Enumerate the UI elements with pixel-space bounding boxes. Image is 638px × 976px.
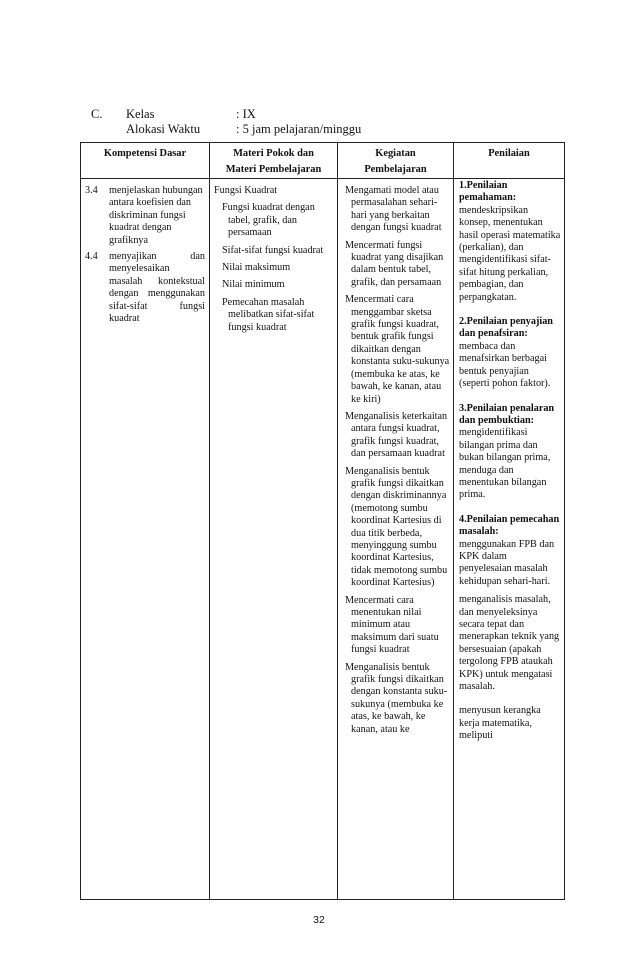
kd-text: menyajikan dan menyelesaikan masalah kontekstual dengan menggunakan sifat-sifat fungsi kuadrat bbox=[109, 251, 205, 325]
penilaian-text: membaca dan menafsirkan berbagai bentuk penyajian (seperti pohon faktor). bbox=[459, 340, 551, 390]
materi-item: Fungsi kuadrat dengan tabel, grafik, dan persamaan bbox=[222, 202, 315, 239]
kegiatan-cell bbox=[338, 179, 454, 900]
penilaian-item bbox=[459, 594, 561, 693]
penilaian-item bbox=[459, 403, 561, 502]
kelas-value: : IX bbox=[236, 107, 256, 121]
penilaian-text: menggunakan FPB dan KPK dalam penyelesaian masalah kehidupan sehari-hari. bbox=[459, 538, 555, 587]
penilaian-item bbox=[459, 180, 561, 304]
penilaian-text: mengidentifikasi bilangan prima dan bukan bilangan prima, menduga dan menentukan bilangan prima. bbox=[459, 427, 551, 501]
syllabus-table bbox=[80, 142, 565, 900]
kegiatan-item: Menganalisis bentuk grafik fungsi dikaitkan dengan diskriminannya (memotong sumbu koordinat Kartesius di dua titik berbeda, menyinggung sumbu koordinat Kartesius, tidak memotong sumbu koordinat Kartesius) bbox=[345, 465, 448, 589]
table-header-row bbox=[81, 143, 565, 179]
kd-text: menjelaskan hubungan antara koefisien dan diskriminan fungsi kuadrat dengan grafiknya bbox=[109, 185, 203, 246]
kegiatan-item: Menganalisis keterkaitan antara fungsi kuadrat, grafik fungsi kuadrat, dan persamaan kuadrat bbox=[345, 410, 448, 460]
kegiatan-item: Mencermati cara menentukan nilai minimum atau maksimum dari suatu fungsi kuadrat bbox=[345, 594, 439, 656]
kelas-label: Kelas bbox=[126, 107, 155, 121]
materi-item: Nilai minimum bbox=[222, 279, 285, 291]
materi-item: Sifat-sifat fungsi kuadrat bbox=[222, 244, 324, 256]
materi-item: Nilai maksimum bbox=[222, 262, 291, 274]
column-header-penilaian: Penilaian bbox=[454, 143, 565, 179]
penilaian-text: menganalisis masalah, dan menyeleksinya secara tepat dan menerapkan teknik yang bersesuaian (apakah tergolong FPB ataukah KPK) untuk mengatasi masalah. bbox=[459, 594, 560, 693]
penilaian-item bbox=[459, 514, 561, 588]
kd-number: 4.4 bbox=[85, 251, 98, 263]
penilaian-title: 4.Penilaian pemecahan masalah: bbox=[459, 513, 560, 538]
penilaian-text: menyusun kerangka kerja matematika, meliputi bbox=[459, 705, 541, 742]
materi-cell bbox=[210, 179, 338, 900]
kegiatan-item: Menganalisis bentuk grafik fungsi dikaitkan dengan konstanta suku-sukunya (membuka ke atas, ke bawah, ke kanan, atau ke bbox=[345, 661, 448, 735]
section-letter: C. bbox=[91, 107, 103, 121]
alokasi-value: : 5 jam pelajaran/minggu bbox=[236, 122, 362, 136]
table-row bbox=[81, 179, 565, 900]
penilaian-cell bbox=[454, 179, 565, 900]
kd-number: 3.4 bbox=[85, 185, 98, 196]
materi-item: Pemecahan masalah melibatkan sifat-sifat fungsi kuadrat bbox=[222, 296, 315, 333]
materi-item: Fungsi Kuadrat bbox=[214, 185, 278, 196]
kd-item bbox=[85, 251, 205, 325]
column-header-materi: Materi Pokok dan Materi Pembelajaran bbox=[210, 143, 338, 179]
penilaian-item bbox=[459, 705, 561, 742]
penilaian-text: mendeskripsikan konsep, menentukan hasil operasi matematika (perkalian), dan mengidentifikasi sifat-sifat hitung perkalian, pembagian, dan perpangkatan. bbox=[459, 204, 561, 303]
kegiatan-item: Mengamati model atau permasalahan sehari-hari yang berkaitan dengan fungsi kuadrat bbox=[345, 185, 442, 234]
kd-cell bbox=[81, 179, 210, 900]
alokasi-label: Alokasi Waktu bbox=[126, 122, 201, 136]
kd-item bbox=[85, 185, 205, 247]
column-header-kd: Kompetensi Dasar bbox=[81, 143, 210, 179]
kegiatan-item: Mencermati cara menggambar sketsa grafik fungsi kuadrat, bentuk grafik fungsi dikaitkan dengan konstanta suku-sukunya (membuka ke atas, ke bawah, ke kanan, atau ke kiri) bbox=[345, 294, 450, 405]
penilaian-item bbox=[459, 316, 561, 390]
column-header-kegiatan: Kegiatan Pembelajaran bbox=[338, 143, 454, 179]
penilaian-title: 2.Penilaian penyajian dan penafsiran: bbox=[459, 316, 553, 340]
penilaian-title: 1.Penilaian pemahaman: bbox=[459, 180, 517, 204]
kegiatan-item: Mencermati fungsi kuadrat yang disajikan dalam bentuk tabel, grafik, dan persamaan bbox=[345, 239, 444, 288]
page-number: 32 bbox=[313, 914, 325, 926]
penilaian-title: 3.Penilaian penalaran dan pembuktian: bbox=[459, 402, 555, 426]
